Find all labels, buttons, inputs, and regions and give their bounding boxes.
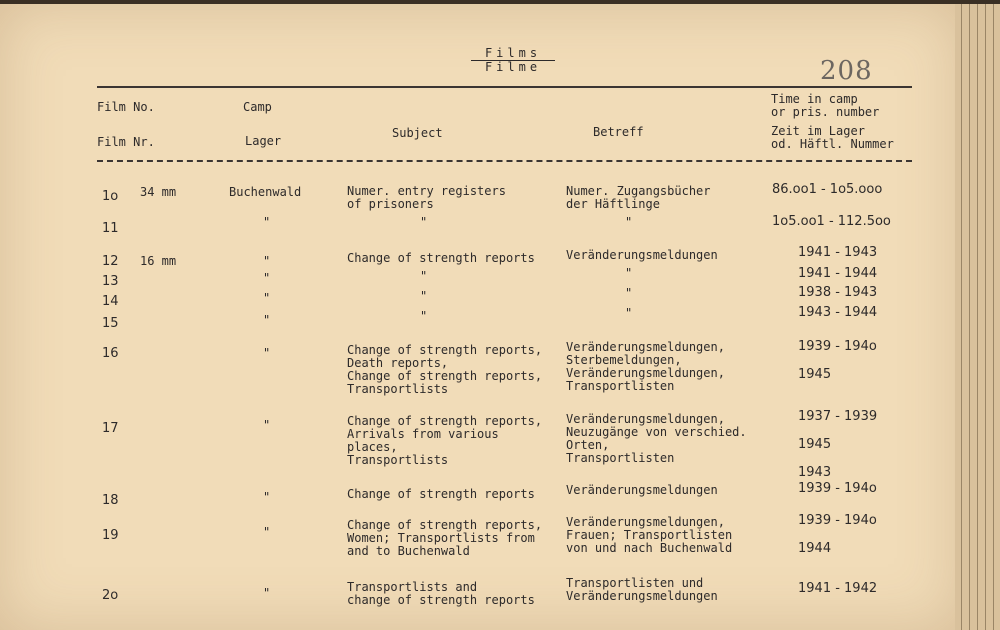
cell-subject: " [420, 269, 428, 283]
cell-camp: " [263, 525, 271, 539]
header-camp-en: Camp [243, 100, 272, 114]
cell-format: 34 mm [140, 185, 177, 199]
document-page [0, 4, 960, 630]
cell-time: 86.oo1 - 1o5.ooo [772, 182, 883, 197]
cell-camp: " [263, 418, 271, 432]
page-stack-edges [955, 4, 1000, 630]
title-english: Films [471, 47, 555, 61]
page-number: 208 [820, 56, 873, 86]
cell-subject: " [420, 215, 428, 229]
cell-film-no: 1o [102, 189, 119, 204]
header-camp-de: Lager [245, 134, 282, 148]
cell-camp: " [263, 586, 271, 600]
cell-subject: Change of strength reports [347, 487, 535, 501]
cell-time: 1941 - 1943 [798, 245, 878, 260]
cell-subject: Change of strength reports, Death reports, Change of strength reports, Transportlists [347, 343, 543, 396]
header-film-no-en: Film No. [97, 100, 155, 114]
header-betreff: Betreff [593, 125, 644, 139]
cell-camp: " [263, 490, 271, 504]
cell-betreff: " [625, 286, 633, 300]
cell-film-no: 13 [102, 274, 119, 289]
cell-time: 1941 - 1944 [798, 266, 878, 281]
cell-betreff: Veränderungsmeldungen, Frauen; Transportlisten von und nach Buchenwald [566, 515, 733, 555]
cell-film-no: 16 [102, 346, 119, 361]
cell-camp: " [263, 215, 271, 229]
document-title [471, 47, 555, 74]
cell-betreff: Veränderungsmeldungen, Neuzugänge von verschied. Orten, Transportlisten [566, 412, 747, 465]
cell-camp: " [263, 313, 271, 327]
cell-betreff: Numer. Zugangsbücher der Häftlinge [566, 184, 711, 211]
cell-film-no: 15 [102, 316, 119, 331]
cell-time: 1943 - 1944 [798, 305, 878, 320]
header-film-no-de: Film Nr. [97, 135, 155, 149]
cell-film-no: 12 [102, 254, 119, 269]
cell-film-no: 19 [102, 528, 119, 543]
cell-subject: Numer. entry registers of prisoners [347, 184, 506, 211]
cell-subject: Transportlists and change of strength reports [347, 580, 535, 607]
header-top-rule [97, 86, 912, 88]
cell-film-no: 11 [102, 221, 119, 236]
header-time-en-2: or pris. number [771, 105, 880, 119]
cell-camp: " [263, 271, 271, 285]
cell-camp: " [263, 346, 271, 360]
cell-film-no: 14 [102, 294, 119, 309]
cell-time: 1o5.oo1 - 112.5oo [772, 214, 891, 229]
cell-subject: " [420, 289, 428, 303]
header-time-de-2: od. Häftl. Nummer [771, 137, 894, 151]
cell-camp: " [263, 254, 271, 268]
header-time-de-1: Zeit im Lager [771, 124, 865, 138]
cell-format: 16 mm [140, 254, 177, 268]
cell-time: 1941 - 1942 [798, 581, 878, 596]
cell-film-no: 18 [102, 493, 119, 508]
cell-film-no: 17 [102, 421, 119, 436]
header-time-en-1: Time in camp [771, 92, 858, 106]
cell-betreff: Veränderungsmeldungen [566, 483, 718, 497]
cell-betreff: Veränderungsmeldungen [566, 248, 718, 262]
cell-film-no: 2o [102, 588, 119, 603]
cell-time: 1939 - 194o [798, 481, 877, 496]
cell-subject: Change of strength reports, Women; Transportlists from and to Buchenwald [347, 518, 543, 558]
header-subject: Subject [392, 126, 443, 140]
cell-time: 1939 - 194o 1944 [798, 513, 877, 556]
cell-betreff: Transportlisten und Veränderungsmeldungen [566, 576, 718, 603]
title-german: Filme [484, 60, 542, 74]
header-bottom-rule [97, 160, 912, 162]
cell-betreff: Veränderungsmeldungen, Sterbemeldungen, Veränderungsmeldungen, Transportlisten [566, 340, 725, 393]
cell-time: 1938 - 1943 [798, 285, 878, 300]
cell-camp: " [263, 291, 271, 305]
cell-camp: Buchenwald [229, 185, 302, 199]
cell-subject: Change of strength reports, Arrivals from various places, Transportlists [347, 414, 543, 467]
cell-betreff: " [625, 266, 633, 280]
cell-subject: " [420, 309, 428, 323]
cell-betreff: " [625, 306, 633, 320]
cell-subject: Change of strength reports [347, 251, 535, 265]
cell-time: 1937 - 1939 1945 1943 [798, 409, 878, 480]
cell-betreff: " [625, 215, 633, 229]
cell-time: 1939 - 194o 1945 [798, 339, 877, 382]
